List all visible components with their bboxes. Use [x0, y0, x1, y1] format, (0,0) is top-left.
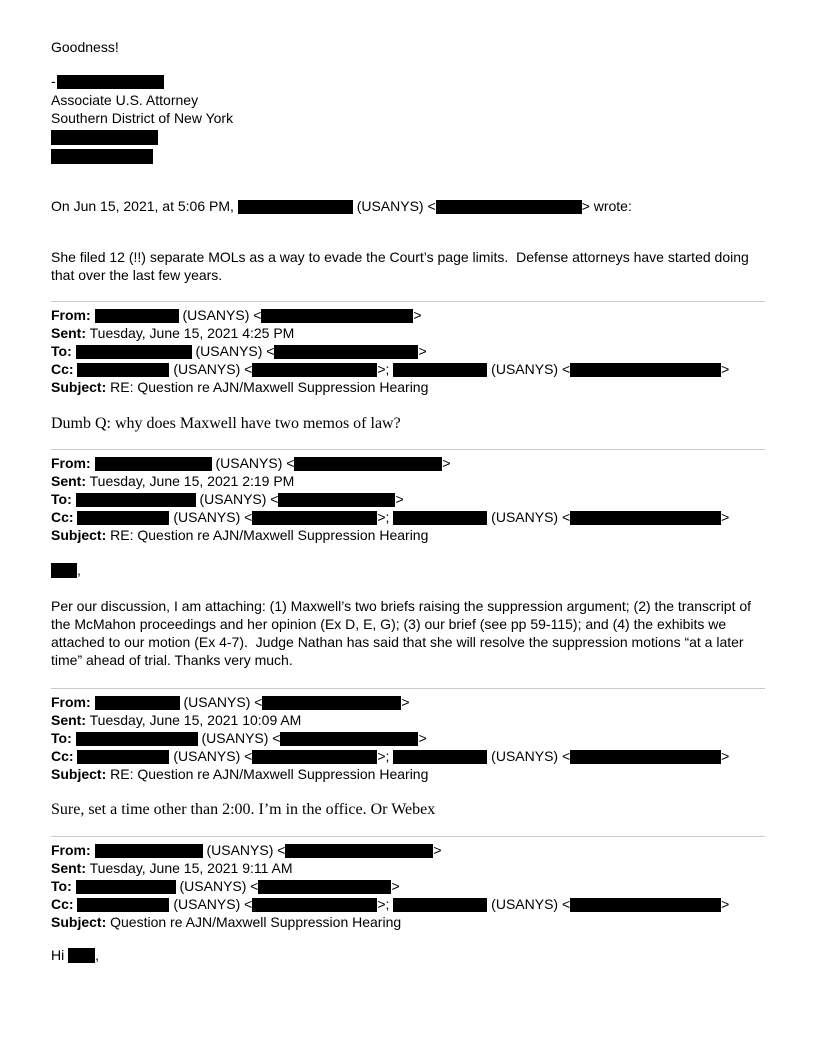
signature-phone-line: [51, 128, 765, 147]
email-header-block-4: [51, 841, 765, 931]
header-to-line: [51, 729, 765, 747]
usanys-text: (USANYS) <: [195, 342, 275, 359]
angle-close: >: [401, 693, 410, 710]
cc-label: Cc:: [51, 508, 74, 525]
header-subject-line: [51, 378, 765, 396]
redaction-bar: [393, 511, 487, 525]
header-to-line: [51, 877, 765, 895]
from-label: From:: [51, 693, 91, 710]
angle-close-semicolon: >;: [377, 508, 390, 525]
hi-greeting-line: [51, 946, 765, 964]
usanys-text: (USANYS) <: [491, 747, 571, 764]
redaction-bar: [77, 511, 169, 525]
angle-close: >: [413, 306, 422, 323]
subject-label: Subject:: [51, 913, 107, 930]
subject-value: RE: Question re AJN/Maxwell Suppression Hearing: [110, 526, 429, 543]
header-to-line: [51, 342, 765, 360]
angle-close-semicolon: >;: [377, 360, 390, 377]
redaction-bar: [570, 511, 721, 525]
redaction-bar: [252, 898, 377, 912]
sent-label: Sent:: [51, 472, 86, 489]
redaction-bar: [51, 130, 158, 145]
cc-label: Cc:: [51, 895, 74, 912]
signature-block: [51, 72, 765, 165]
sent-value: Tuesday, June 15, 2021 4:25 PM: [89, 324, 295, 341]
redaction-bar: [51, 149, 153, 164]
subject-value: RE: Question re AJN/Maxwell Suppression Hearing: [110, 378, 429, 395]
usanys-text: (USANYS) <: [206, 841, 286, 858]
message-body-per-discussion: Per our discussion, I am attaching: (1) Maxwell’s two briefs raising the suppression argument; (2) the transcript of the McMahon proceedings and her opinion (Ex D, E, G); (3) our brief (see pp 59-115); and (4) the exhibits we attached to our motion (Ex 4-7). Judge Nathan has said that she will resolve the suppression motions “at a later time” ahead of trial. Thanks very much.: [51, 597, 755, 668]
redaction-bar: [57, 75, 164, 89]
redaction-bar: [76, 880, 176, 894]
redaction-bar: [95, 457, 212, 471]
redaction-bar: [278, 493, 395, 507]
angle-close: >: [395, 490, 404, 507]
header-subject-line: [51, 526, 765, 544]
redaction-bar: [570, 898, 721, 912]
message-body-dumb-q: Dumb Q: why does Maxwell have two memos of law?: [51, 414, 401, 432]
redaction-bar: [262, 696, 401, 710]
header-cc-line: [51, 360, 765, 378]
quote-attribution-line: [51, 197, 765, 215]
redaction-bar: [252, 511, 377, 525]
redaction-bar: [570, 750, 721, 764]
redaction-bar: [95, 844, 203, 858]
header-cc-line: [51, 895, 765, 913]
message-body-she-filed: She filed 12 (!!) separate MOLs as a way to evade the Court’s page limits. Defense attorneys have started doing that over the last few years.: [51, 248, 753, 283]
from-label: From:: [51, 306, 91, 323]
angle-close: >: [418, 342, 427, 359]
redaction-bar: [393, 898, 487, 912]
quote-suffix: > wrote:: [581, 197, 632, 214]
email-header-block-2: [51, 454, 765, 544]
angle-close: >: [391, 877, 400, 894]
header-to-line: [51, 490, 765, 508]
header-sent-line: [51, 711, 765, 729]
comma-text: ,: [77, 561, 81, 578]
angle-close: >: [442, 454, 451, 471]
usanys-text: (USANYS) <: [183, 693, 263, 710]
from-label: From:: [51, 454, 91, 471]
header-sent-line: [51, 324, 765, 342]
redaction-bar: [436, 200, 582, 214]
redaction-bar: [252, 750, 377, 764]
divider: [51, 449, 765, 450]
header-sent-line: [51, 859, 765, 877]
signature-title: Associate U.S. Attorney: [51, 91, 199, 108]
message-body-sure: Sure, set a time other than 2:00. I’m in the office. Or Webex: [51, 800, 436, 818]
redaction-bar: [280, 732, 418, 746]
redaction-bar: [238, 200, 353, 214]
angle-close-semicolon: >;: [377, 747, 390, 764]
subject-label: Subject:: [51, 378, 107, 395]
redaction-bar: [261, 309, 413, 323]
from-label: From:: [51, 841, 91, 858]
quote-prefix: On Jun 15, 2021, at 5:06 PM,: [51, 197, 234, 214]
usanys-text: (USANYS) <: [179, 877, 259, 894]
signature-name-line: [51, 72, 765, 91]
opening-line: Goodness!: [51, 39, 119, 55]
sent-label: Sent:: [51, 711, 86, 728]
redaction-bar: [76, 345, 192, 359]
redaction-bar: [285, 844, 433, 858]
angle-close: >: [721, 508, 730, 525]
usanys-text: (USANYS) <: [173, 360, 253, 377]
header-from-line: [51, 454, 765, 472]
email-header-block-3: [51, 693, 765, 783]
redaction-bar: [77, 750, 169, 764]
redaction-bar: [393, 363, 487, 377]
redaction-bar: [294, 457, 442, 471]
redaction-bar: [51, 563, 77, 578]
redaction-bar: [274, 345, 418, 359]
header-from-line: [51, 306, 765, 324]
cc-label: Cc:: [51, 360, 74, 377]
redaction-bar: [68, 948, 95, 963]
header-subject-line: [51, 913, 765, 931]
usanys-text: (USANYS) <: [173, 508, 253, 525]
hi-text: Hi: [51, 946, 65, 963]
usanys-text: (USANYS) <: [182, 306, 262, 323]
signature-org: Southern District of New York: [51, 110, 234, 126]
usanys-text: (USANYS) <: [173, 747, 253, 764]
usanys-text: (USANYS) <: [491, 508, 571, 525]
redaction-bar: [95, 696, 180, 710]
redacted-greeting-line: [51, 561, 765, 579]
header-cc-line: [51, 508, 765, 526]
header-subject-line: [51, 765, 765, 783]
to-label: To:: [51, 342, 72, 359]
redaction-bar: [76, 732, 198, 746]
subject-label: Subject:: [51, 526, 107, 543]
header-cc-line: [51, 747, 765, 765]
sent-label: Sent:: [51, 324, 86, 341]
to-label: To:: [51, 490, 72, 507]
sent-value: Tuesday, June 15, 2021 2:19 PM: [89, 472, 295, 489]
redaction-bar: [76, 493, 196, 507]
signature-dash: -: [51, 73, 57, 89]
angle-close: >: [721, 360, 730, 377]
angle-close: >: [433, 841, 442, 858]
sent-value: Tuesday, June 15, 2021 9:11 AM: [89, 859, 293, 876]
redaction-bar: [258, 880, 391, 894]
cc-label: Cc:: [51, 747, 74, 764]
angle-close: >: [721, 747, 730, 764]
divider: [51, 836, 765, 837]
angle-close: >: [418, 729, 427, 746]
redaction-bar: [252, 363, 377, 377]
subject-label: Subject:: [51, 765, 107, 782]
usanys-text: (USANYS) <: [491, 895, 571, 912]
sent-value: Tuesday, June 15, 2021 10:09 AM: [89, 711, 302, 728]
usanys-text: (USANYS) <: [201, 729, 281, 746]
header-sent-line: [51, 472, 765, 490]
usanys-text: (USANYS) <: [491, 360, 571, 377]
email-header-block-1: [51, 306, 765, 396]
subject-value: Question re AJN/Maxwell Suppression Hearing: [110, 913, 402, 930]
redaction-bar: [570, 363, 721, 377]
to-label: To:: [51, 877, 72, 894]
to-label: To:: [51, 729, 72, 746]
usanys-text: (USANYS) <: [199, 490, 279, 507]
angle-close-semicolon: >;: [377, 895, 390, 912]
divider: [51, 301, 765, 302]
redaction-bar: [393, 750, 487, 764]
usanys-text: (USANYS) <: [356, 197, 436, 214]
signature-phone-line: [51, 146, 765, 165]
sent-label: Sent:: [51, 859, 86, 876]
angle-close: >: [721, 895, 730, 912]
usanys-text: (USANYS) <: [173, 895, 253, 912]
redaction-bar: [77, 898, 169, 912]
subject-value: RE: Question re AJN/Maxwell Suppression Hearing: [110, 765, 429, 782]
redaction-bar: [77, 363, 169, 377]
comma-text: ,: [95, 946, 100, 963]
divider: [51, 688, 765, 689]
header-from-line: [51, 693, 765, 711]
header-from-line: [51, 841, 765, 859]
usanys-text: (USANYS) <: [215, 454, 295, 471]
redaction-bar: [95, 309, 179, 323]
